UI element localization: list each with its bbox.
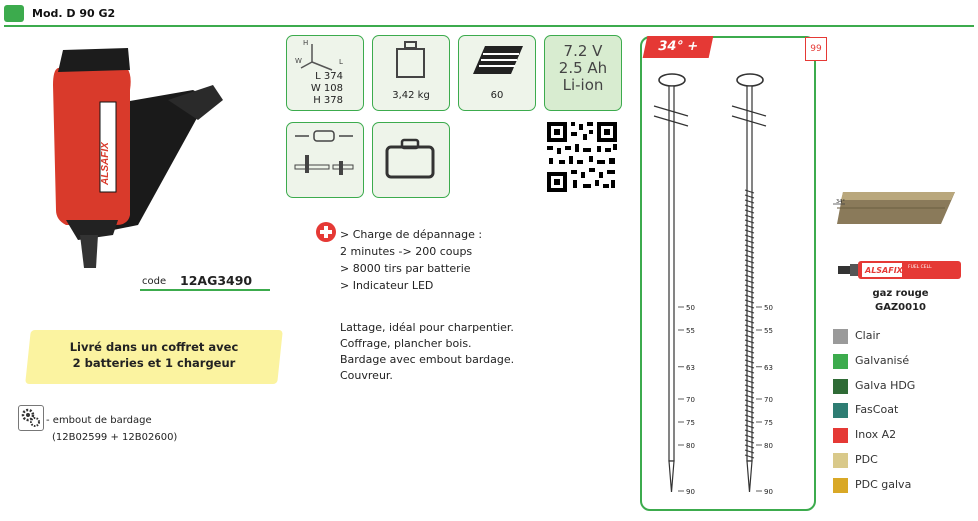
svg-text:34°: 34° — [836, 199, 845, 205]
finish-swatch — [833, 478, 848, 493]
case-box — [372, 122, 450, 198]
dimensions-values: L 374 W 108 H 378 — [310, 71, 343, 106]
length-tick-label: 80 — [764, 442, 773, 450]
length-tick-label: 55 — [686, 327, 695, 335]
cartridge-code: GAZ0010 — [874, 302, 927, 313]
plus-icon — [316, 222, 336, 242]
finish-item — [833, 379, 963, 397]
length-tick-label: 90 — [764, 488, 773, 496]
gear-icon — [18, 405, 44, 431]
feature-item: > Charge de dépannage : — [340, 228, 483, 241]
finish-item — [833, 329, 963, 347]
dimensions-icon — [287, 36, 362, 76]
depth-adjust-icon — [287, 123, 362, 195]
header-tab — [4, 5, 24, 22]
code-underline — [140, 289, 270, 291]
svg-text:W: W — [295, 57, 302, 65]
feature-item: > 8000 tirs par batterie — [340, 262, 471, 275]
finish-name: Inox A2 — [855, 428, 897, 442]
svg-text:H: H — [303, 39, 309, 47]
svg-text:L: L — [339, 58, 343, 66]
finish-item — [833, 428, 963, 446]
nailer-image — [18, 30, 228, 270]
battery-specs: 7.2 V 2.5 Ah Li-ion — [558, 42, 608, 94]
weight-icon — [373, 36, 448, 86]
finish-name: PDC — [855, 453, 878, 466]
nail-strip-icon — [459, 36, 534, 86]
finish-swatch — [833, 453, 848, 468]
gas-cartridge-image — [838, 260, 963, 280]
length-tick-label: 63 — [764, 363, 773, 372]
length-tick-label: 70 — [686, 396, 695, 404]
header-line — [4, 25, 974, 27]
cartridge-name: gaz rouge — [872, 288, 929, 299]
length-tick-label: 70 — [764, 396, 773, 404]
length-tick-label: 50 — [764, 304, 773, 312]
svg-text:FUEL CELL: FUEL CELL — [908, 265, 932, 270]
nail-drawings — [644, 60, 814, 505]
finish-name: Galvanisé — [855, 353, 910, 367]
finish-swatch — [833, 428, 848, 443]
finish-name: FasCoat — [855, 403, 899, 417]
length-tick-label: 90 — [686, 488, 695, 496]
finish-swatch — [833, 354, 848, 369]
finish-swatch — [833, 329, 848, 344]
delivery-text: Livré dans un coffret avec 2 batteries et 1 chargeur — [69, 340, 239, 370]
usage-list — [340, 320, 514, 384]
length-tick-label: 55 — [764, 327, 773, 335]
finish-item — [833, 453, 963, 471]
product-code: 12AG3490 — [180, 273, 253, 288]
finish-name: Clair — [855, 329, 881, 342]
accessory-name: - embout de bardage — [46, 415, 152, 426]
length-tick-label: 75 — [686, 419, 695, 427]
svg-text:ALSAFIX: ALSAFIX — [865, 266, 903, 275]
usage-item: Bardage avec embout bardage. — [340, 353, 515, 366]
model-title: Mod. D 90 G2 — [32, 7, 116, 20]
length-tick-label: 63 — [686, 363, 695, 372]
usage-item: Lattage, idéal pour charpentier. — [340, 321, 514, 334]
finish-name: Galva HDG — [855, 378, 916, 392]
depth-adjust-box — [286, 122, 364, 198]
accessory-codes: (12B02599 + 12B02600) — [52, 432, 178, 443]
qr-code[interactable] — [545, 120, 619, 194]
finish-item — [833, 478, 963, 496]
brand-logo: ALSAFIX — [100, 142, 111, 185]
usage-item: Coffrage, plancher bois. — [340, 337, 472, 350]
feature-list — [340, 226, 482, 294]
finish-swatch — [833, 403, 848, 418]
angle-badge: 34° + — [643, 36, 714, 58]
usage-item: Couvreur. — [340, 369, 393, 382]
finish-swatch — [833, 379, 848, 394]
finish-name: PDC galva — [855, 477, 912, 491]
code-label: code — [142, 276, 167, 287]
feature-item: 2 minutes -> 200 coups — [340, 245, 473, 258]
finish-item — [833, 354, 963, 372]
length-tick-label: 80 — [686, 442, 695, 450]
finish-item — [833, 403, 963, 421]
briefcase-icon — [373, 123, 448, 195]
nail-strip-image — [833, 190, 965, 230]
feature-item: > Indicateur LED — [340, 279, 434, 292]
length-tick-label: 75 — [764, 419, 773, 427]
weight-value: 3,42 kg — [392, 90, 430, 101]
page-badge: 99 — [805, 37, 827, 61]
length-tick-label: 50 — [686, 304, 695, 312]
capacity-value: 60 — [490, 90, 504, 101]
